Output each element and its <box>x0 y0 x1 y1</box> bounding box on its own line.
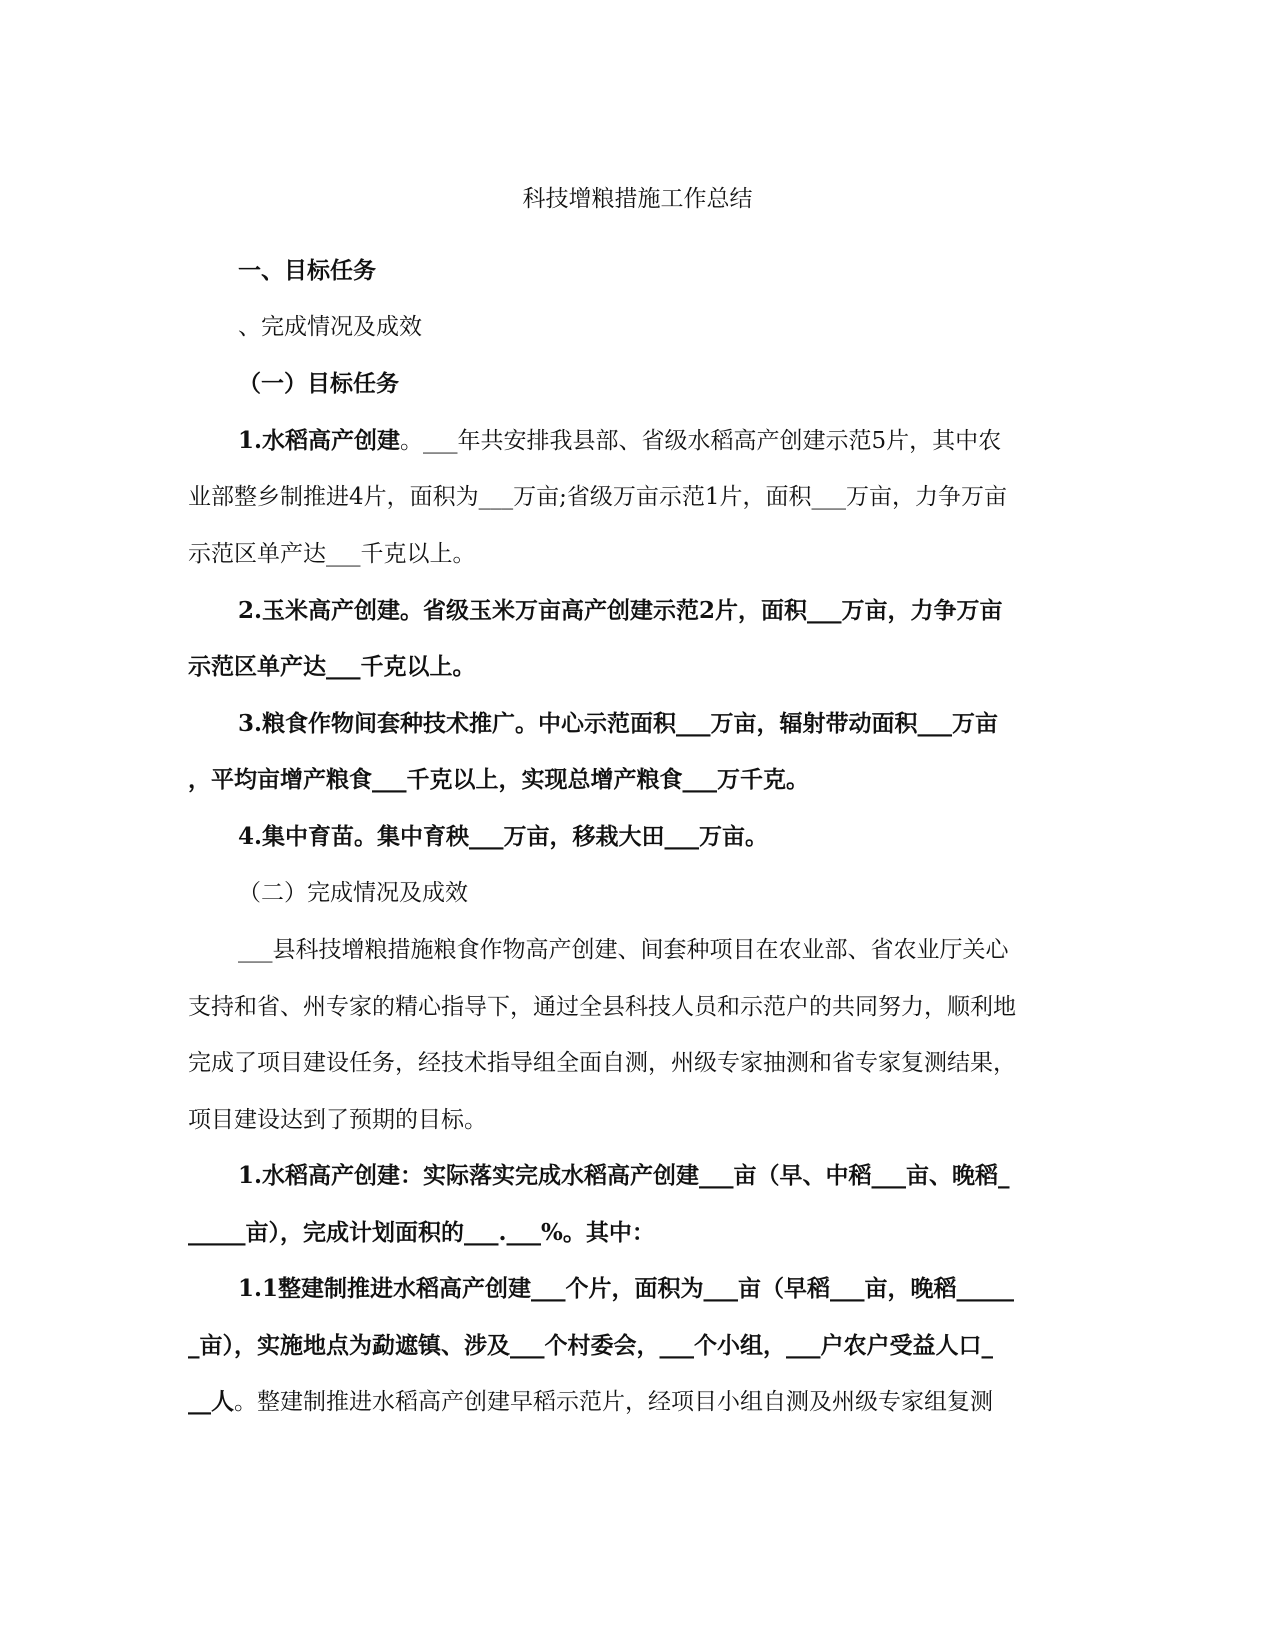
paragraph-line: ___县科技增粮措施粮食作物高产创建、间套种项目在农业部、省农业厅关心 <box>238 937 1009 963</box>
paragraph-line: 项目建设达到了预期的目标。 <box>188 1107 487 1133</box>
paragraph-line: 1.1整建制推进水稻高产创建___个片，面积为___亩（早稻___亩，晚稻_____ <box>238 1275 1015 1302</box>
paragraph-line <box>238 426 1138 456</box>
paragraph-line: 2.玉米高产创建。省级玉米万亩高产创建示范2片，面积___万亩，力争万亩 <box>238 597 1003 624</box>
paragraph-line: 业部整乡制推进4片，面积为___万亩;省级万亩示范1片，面积___万亩，力争万亩 <box>188 484 1008 510</box>
document-title: 科技增粮措施工作总结 <box>522 186 753 212</box>
inline-text: 。整建制推进水稻高产创建早稻示范片，经项目小组自测及州级专家组复测 <box>234 1389 993 1415</box>
paragraph-line: _____亩），完成计划面积的___.___%。其中： <box>188 1219 655 1246</box>
item-text: 。___年共安排我县部、省级水稻高产创建示范5片，其中农 <box>400 428 1002 454</box>
subsection-heading-results: （二）完成情况及成效 <box>238 880 468 906</box>
paragraph-line: 3.粮食作物间套种技术推广。中心示范面积___万亩，辐射带动面积___万亩 <box>238 710 999 737</box>
section-heading-results: 、完成情况及成效 <box>238 314 422 340</box>
paragraph-line: 示范区单产达___千克以上。 <box>188 653 476 680</box>
paragraph-line: 示范区单产达___千克以上。 <box>188 541 476 567</box>
paragraph-line: 支持和省、州专家的精心指导下，通过全县科技人员和示范户的共同努力，顺利地 <box>188 994 1016 1020</box>
inline-bold-text: __人 <box>188 1388 234 1415</box>
item-heading: 1.水稻高产创建 <box>238 427 401 454</box>
paragraph-line: _亩），实施地点为勐遮镇、涉及___个村委会，___个小组，___户农户受益人口_ <box>188 1332 993 1359</box>
paragraph-line: 4.集中育苗。集中育秧___万亩，移栽大田___万亩。 <box>238 823 769 850</box>
paragraph-line: 完成了项目建设任务，经技术指导组全面自测，州级专家抽测和省专家复测结果， <box>188 1050 1016 1076</box>
paragraph-line: ，平均亩增产粮食___千克以上，实现总增产粮食___万千克。 <box>188 766 809 793</box>
section-heading-targets: 一、目标任务 <box>238 257 376 284</box>
paragraph-line: 1.水稻高产创建：实际落实完成水稻高产创建___亩（早、中稻___亩、晚稻_ <box>238 1162 1010 1189</box>
subsection-heading-targets: （一）目标任务 <box>238 370 399 397</box>
paragraph-line <box>188 1387 1088 1417</box>
